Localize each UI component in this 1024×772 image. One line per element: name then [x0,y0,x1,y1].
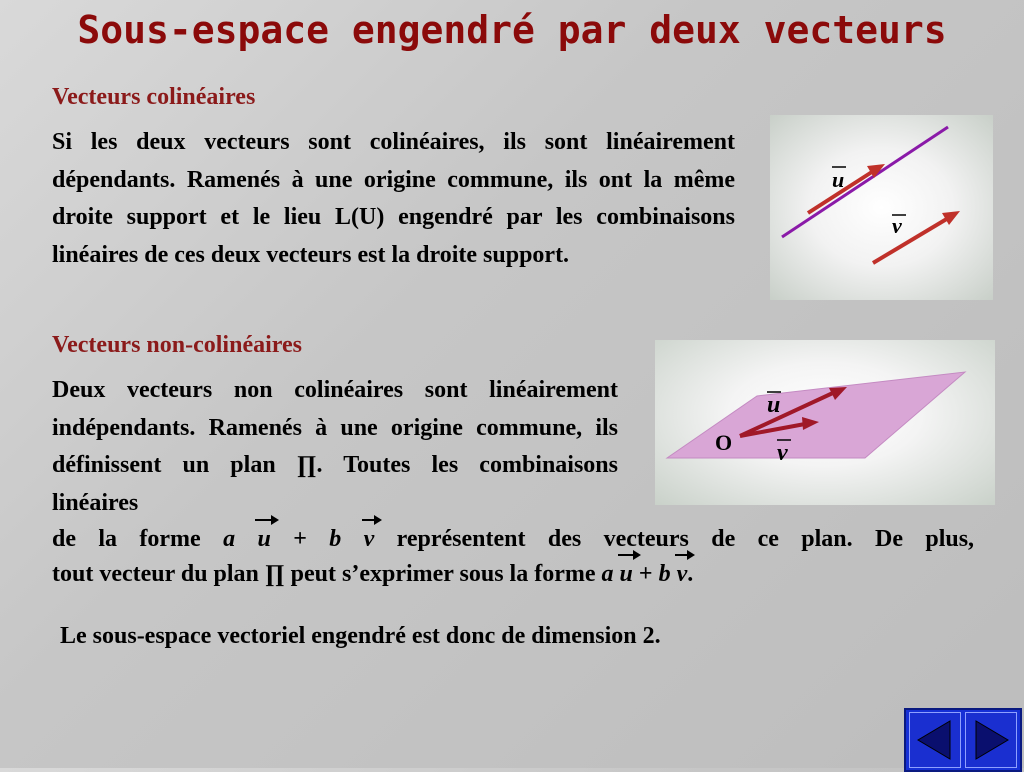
triangle-left-icon [910,713,960,767]
vector-v: v [364,521,375,559]
vector-v-2: v [677,556,688,594]
coef-a-2: a [601,561,614,587]
vector-v-label: v [892,213,902,238]
navigation-bar [904,708,1022,772]
next-slide-button[interactable] [965,712,1017,768]
page-title: Sous-espace engendré par deux vecteurs [77,8,947,52]
vector-u-2: u [620,556,633,594]
plane-v-label: v [777,440,788,466]
section-heading-noncolinear: Vecteurs non-colinéaires [52,332,302,358]
conclusion-text: Le sous-espace vectoriel engendré est donc de dimension 2. [60,623,661,649]
vector-v-arrow [873,217,950,263]
support-line [782,127,948,237]
colinear-vectors-drawing [770,115,993,300]
colinear-vectors-image [770,115,993,300]
vector-u: u [257,521,270,559]
vector-u-label: u [832,167,845,192]
sentence-end: . [687,561,694,587]
paragraph-noncolinear-part1: Deux vecteurs non colinéaires sont linéairement indépendants. Ramenés à une origine commune, ils définissent un plan ∏. Toutes les combinaisons linéaires [52,377,618,516]
coef-b: b [329,526,342,552]
form-suffix: représentent des vecteurs de ce plan. De plus, [396,526,975,552]
form-prefix: de la forme [52,526,201,552]
origin-label: O [715,430,733,455]
previous-slide-button[interactable] [909,712,961,768]
triangle-right-icon [966,713,1016,767]
plane-u-label: u [767,392,781,418]
plane-vectors-image [655,340,995,505]
paragraph-colinear: Si les deux vecteurs sont colinéaires, ils sont linéairement dépendants. Ramenés à une origine commune, ils ont la même droite support et le lieu L(U) engendré par les combinaisons linéaires de ces deux vecteurs est la droite support. [52,129,735,268]
plane-pi [667,372,965,458]
plus-sign-2: + [638,561,653,587]
plane-prefix: tout vecteur du plan ∏ peut s’exprimer sous la forme [52,561,596,587]
coef-b-2: b [658,561,671,587]
section-heading-colinear: Vecteurs colinéaires [52,84,256,110]
coef-a: a [223,526,236,552]
paragraph-noncolinear-part2 [52,521,974,559]
plane-vectors-drawing [655,340,995,505]
paragraph-noncolinear-part3 [52,556,974,594]
plus-sign: + [293,526,307,552]
